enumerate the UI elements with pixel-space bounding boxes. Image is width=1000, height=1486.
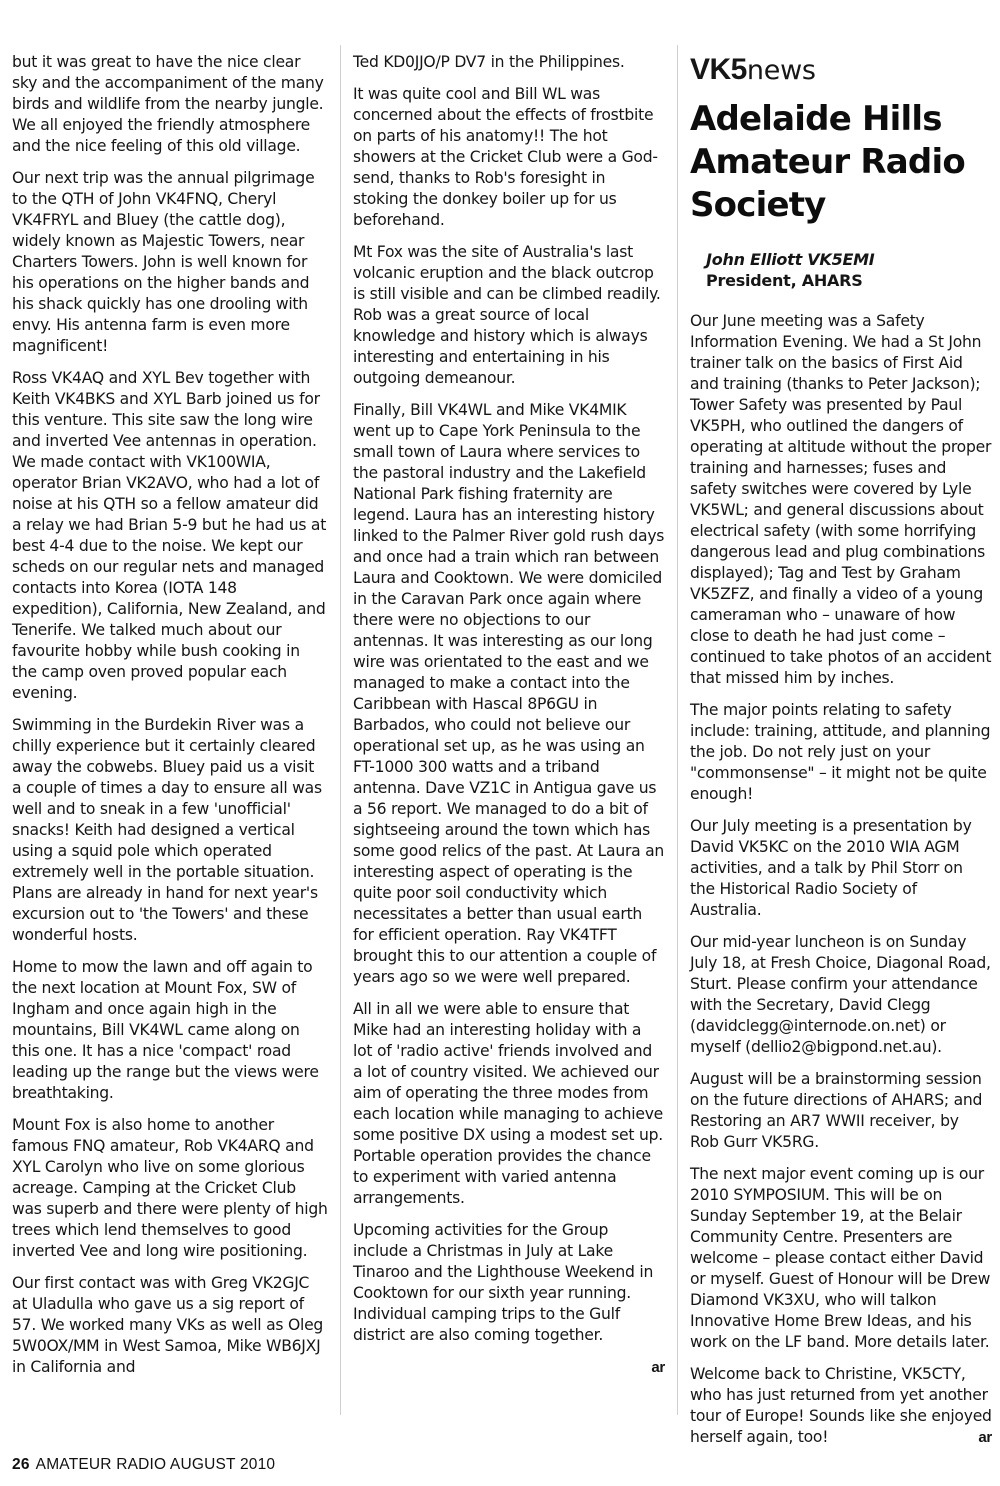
paragraph: The major points relating to safety include: training, attitude, and planning the job. Do not rely just on your "commonsense" – it might not be quite enough!: [690, 701, 991, 803]
section-kicker-bold: VK5: [690, 53, 747, 86]
paragraph: Finally, Bill VK4WL and Mike VK4MIK went up to Cape York Peninsula to the small town of Laura where services to the pastoral industry and the Lakefield National Park fishing fraternity are legend. Laura has an interesting history linked to the Palmer River gold rush days and once had a train which ran between Laura and Cooktown. We were domiciled in the Caravan Park once again where there were no objections to our antennas. It was interesting as our long wire was orientated to the east and we managed to make a contact into the Caribbean with Hascal 8P6GU in Barbados, who could not believe our operational set up, as he was using an FT-1000 300 watts and a triband antenna. Dave VZ1C in Antigua gave us a 56 report. We managed to do a bit of sightseeing around the town which has some good relics of the past. At Laura an interesting aspect of operating is the quite poor soil conductivity which necessitates a better than usual earth for efficient operation. Ray VK4TFT brought this to our attention a couple of years ago so we were well prepared.: [353, 401, 665, 986]
byline-role: President, AHARS: [706, 271, 863, 290]
paragraph: Home to mow the lawn and off again to the next location at Mount Fox, SW of Ingham and once again high in the mountains, Bill VK4WL came along on this one. It has a nice 'compact' road leading up the range but the views were breathtaking.: [12, 958, 319, 1102]
article-column-2: [353, 52, 665, 1378]
publication-name: AMATEUR RADIO AUGUST 2010: [35, 1456, 276, 1473]
paragraph: Our June meeting was a Safety Information Evening. We had a St John trainer talk on the basics of First Aid and training (thanks to Peter Jackson); Tower Safety was presented by Paul VK5PH, who outlined the dangers of operating at altitude without the proper training and harnesses; fuses and safety switches were covered by Lyle VK5WL; and general discussions about electrical safety (with some horrifying dangerous lead and plug combinations displayed); Tag and Test by Graham VK5ZFZ, and finally a video of a young cameraman who – unaware of how close to death he had just come – continued to take photos of an accident that missed him by inches.: [690, 312, 992, 687]
paragraph: Upcoming activities for the Group include a Christmas in July at Lake Tinaroo and the Lighthouse Weekend in Cooktown for our sixth year running. Individual camping trips to the Gulf district are also coming together.: [353, 1221, 654, 1344]
paragraph: Ted KD0JJO/P DV7 in the Philippines.: [353, 53, 625, 71]
paragraph: Ross VK4AQ and XYL Bev together with Keith VK4BKS and XYL Barb joined us for this venture. This site saw the long wire and inverted Vee antennas in operation. We made contact with VK100WIA, operator Brian VK2AVO, who had a lot of noise at his QTH so a fellow amateur did a relay we had Brian 5-9 but he had us at best 4-4 due to the noise. We kept our scheds on our regular nets and managed contacts into Korea (IOTA 148 expedition), California, New Zealand, and Tenerife. We talked much about our favourite hobby while bush cooking in the camp oven proved popular each evening.: [12, 369, 327, 702]
paragraph-text: Welcome back to Christine, VK5CTY, who has just returned from yet another tour of Europe! Sounds like she enjoyed herself again, too!: [690, 1365, 992, 1446]
paragraph: Mt Fox was the site of Australia's last volcanic eruption and the black outcrop is still visible and can be climbed readily. Rob was a great source of local knowledge and history which is always interesting and entertaining in his outgoing demeanour.: [353, 243, 661, 387]
paragraph: Mount Fox is also home to another famous FNQ amateur, Rob VK4ARQ and XYL Carolyn who live on some glorious acreage. Camping at the Cricket Club was superb and there were plenty of high trees which lend themselves to good inverted Vee and long wire positioning.: [12, 1116, 328, 1260]
article-column-1: [12, 52, 328, 1389]
end-of-article-mark: ar: [978, 1429, 992, 1446]
article-headline: Adelaide Hills Amateur Radio Society: [690, 99, 965, 225]
paragraph: Swimming in the Burdekin River was a chilly experience but it certainly cleared away the cobwebs. Bluey paid us a visit a couple of times a day to ensure all was well and to sneak in a few 'unofficial' snacks! Keith had designed a vertical using a squid pole which operated extremely well in the portable situation. Plans are already in hand for next year's excursion out to 'the Towers' and these wonderful hosts.: [12, 716, 322, 944]
column-divider-right: [677, 45, 678, 1415]
paragraph: The next major event coming up is our 2010 SYMPOSIUM. This will be on Sunday September 19, at the Belair Community Centre. Presenters are welcome – please contact either David or myself. Guest of Honour will be Drew Diamond VK3XU, who will talkon Innovative Home Brew Ideas, and his work on the LF band. More details later.: [690, 1165, 991, 1351]
column-divider-left: [340, 45, 341, 1415]
article-column-3: [690, 52, 992, 1459]
page-footer: [12, 1456, 275, 1474]
byline-author: John Elliott VK5EMI: [706, 250, 875, 269]
page-number: 26: [12, 1456, 30, 1473]
paragraph: Our mid-year luncheon is on Sunday July 18, at Fresh Choice, Diagonal Road, Sturt. Please confirm your attendance with the Secretary, David Clegg (davidclegg@internode.on.net) or myself (dellio2@bigpond.net.au).: [690, 933, 991, 1056]
section-kicker-light: news: [746, 55, 816, 86]
section-kicker: [690, 52, 992, 92]
end-of-article-mark: ar: [651, 1359, 665, 1376]
paragraph: August will be a brainstorming session on the future directions of AHARS; and Restoring an AR7 WWII receiver, by Rob Gurr VK5RG.: [690, 1070, 983, 1151]
paragraph: All in all we were able to ensure that Mike had an interesting holiday with a lot of 'radio active' friends involved and a lot of country visited. We achieved our aim of operating the three modes from each location while managing to achieve some positive DX using a modest set up. Portable operation provides the chance to experiment with varied antenna arrangements.: [353, 1000, 664, 1207]
paragraph-last: [690, 1364, 992, 1448]
paragraph: but it was great to have the nice clear sky and the accompaniment of the many birds and wildlife from the nearby jungle. We all enjoyed the friendly atmosphere and the nice feeling of this old village.: [12, 53, 324, 155]
byline: [706, 249, 992, 291]
paragraph: It was quite cool and Bill WL was concerned about the effects of frostbite on parts of his anatomy!! The hot showers at the Cricket Club were a God-send, thanks to Rob's foresight in stoking the donkey boiler up for us beforehand.: [353, 85, 658, 229]
paragraph: Our July meeting is a presentation by David VK5KC on the 2010 WIA AGM activities, and a talk by Phil Storr on the Historical Radio Society of Australia.: [690, 817, 972, 919]
paragraph: Our first contact was with Greg VK2GJC at Uladulla who gave us a sig report of 57. We worked many VKs as well as Oleg 5W0OX/MM in West Samoa, Mike WB6JXJ in California and: [12, 1274, 324, 1376]
paragraph: Our next trip was the annual pilgrimage to the QTH of John VK4FNQ, Cheryl VK4FRYL and Bluey (the cattle dog), widely known as Majestic Towers, near Charters Towers. John is well known for his operations on the higher bands and his shack quickly has one drooling with envy. His antenna farm is even more magnificent!: [12, 169, 315, 355]
